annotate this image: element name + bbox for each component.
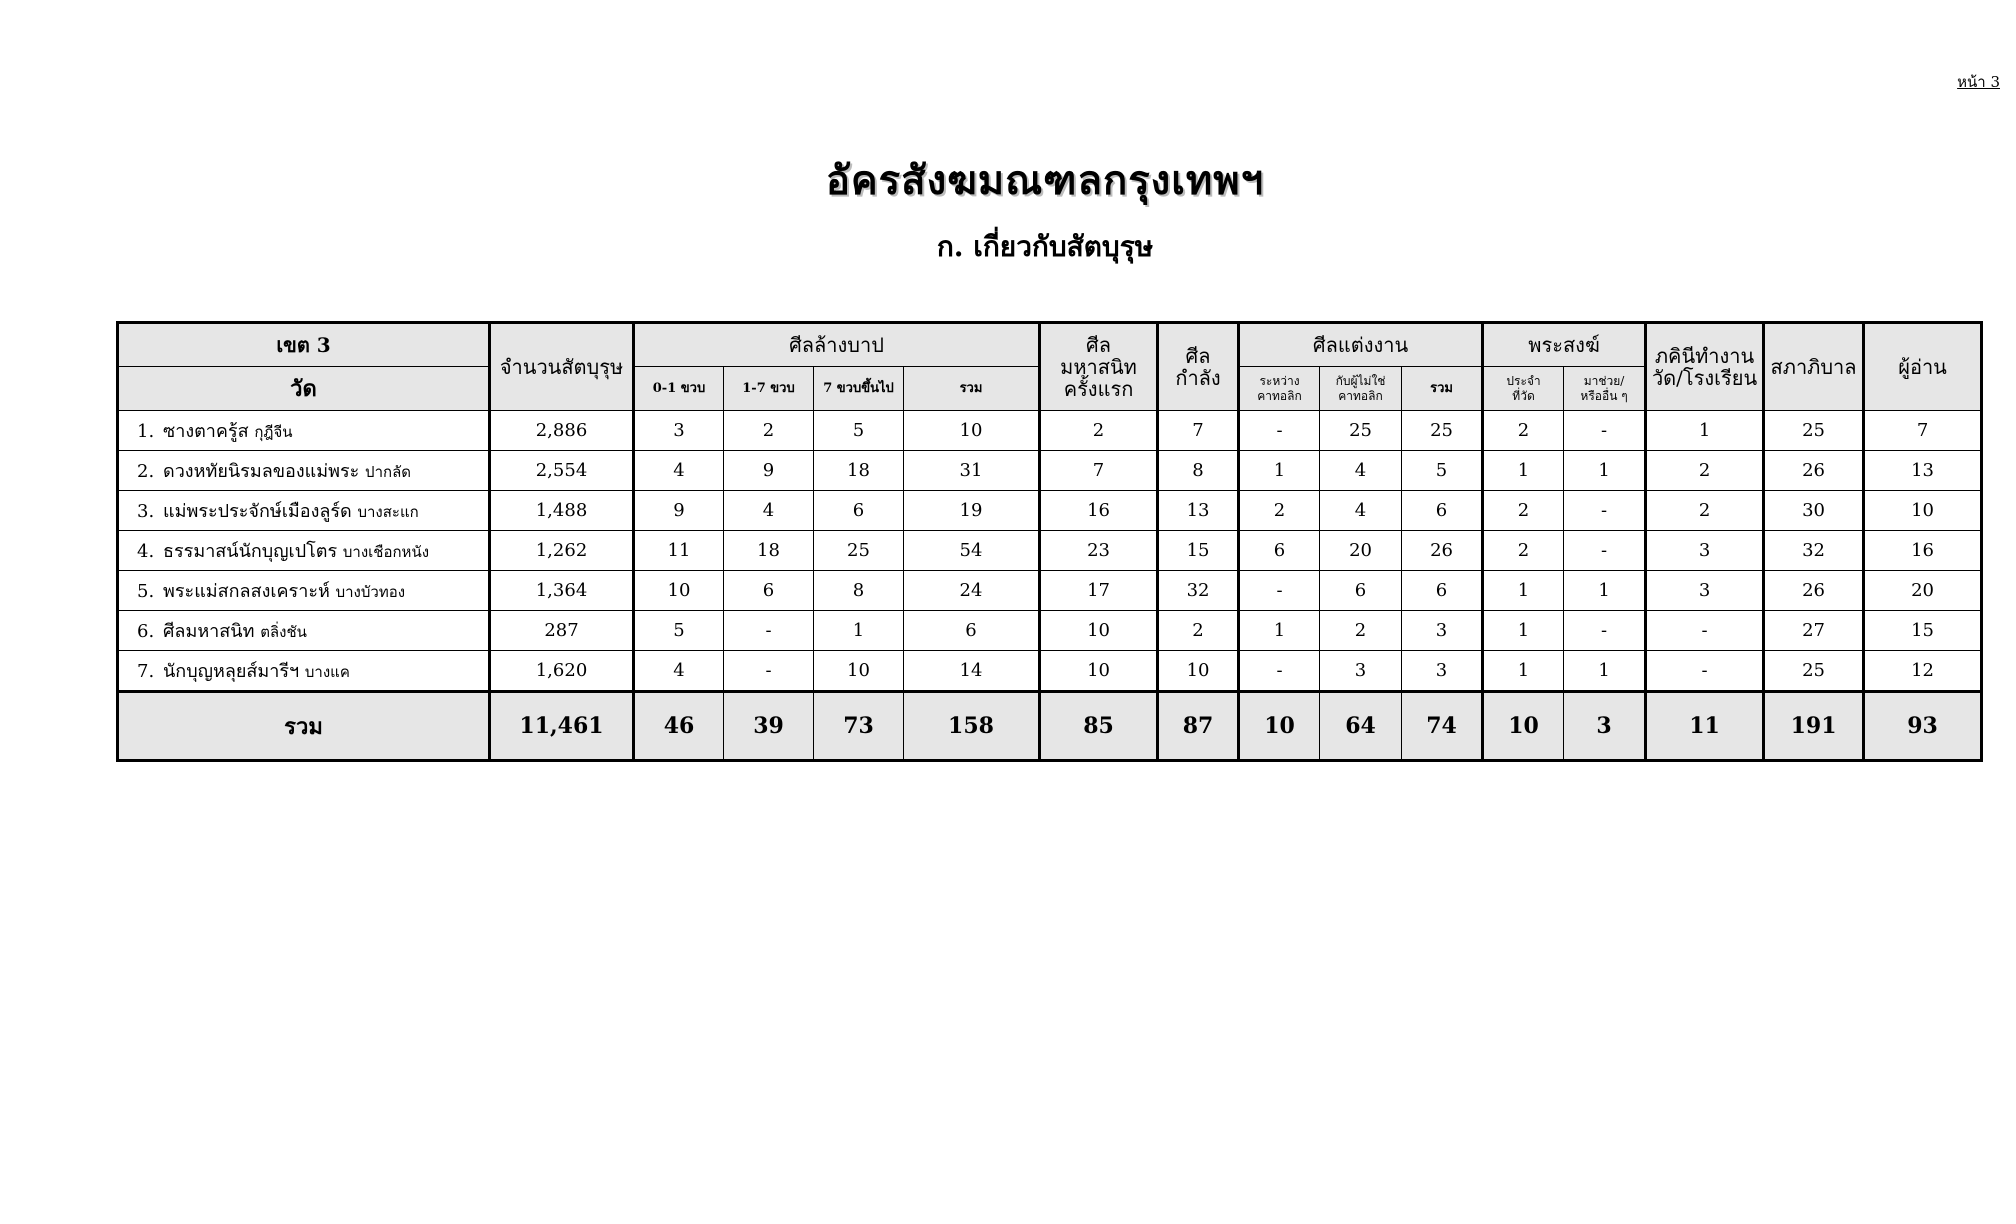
table-cell: 8: [814, 571, 904, 611]
row-number: 1.: [137, 421, 155, 442]
total-cell: 74: [1402, 692, 1483, 761]
parish-location: กุฎีจีน: [254, 423, 293, 441]
readers-header: ผู้อ่าน: [1864, 323, 1982, 411]
table-row: [118, 531, 1982, 571]
table-cell: 1: [1239, 611, 1320, 651]
table-cell: 5: [1402, 451, 1483, 491]
table-cell: 10: [904, 411, 1040, 451]
parish-name: ซางตาครู้ส: [163, 421, 249, 442]
table-cell: 9: [634, 491, 724, 531]
table-cell: 2: [1483, 491, 1564, 531]
table-cell: 1: [1564, 571, 1646, 611]
parish-name-cell: [118, 411, 490, 451]
table-cell: 1: [1483, 611, 1564, 651]
baptism-total-header: รวม: [904, 367, 1040, 411]
table-cell: 6: [1239, 531, 1320, 571]
table-cell: 2: [1483, 411, 1564, 451]
table-cell: 6: [1402, 491, 1483, 531]
total-cell: 85: [1040, 692, 1158, 761]
table-cell: 30: [1764, 491, 1864, 531]
statistics-table: [116, 321, 1983, 762]
priests-header: พระสงฆ์: [1483, 323, 1646, 367]
table-cell: 1,262: [490, 531, 634, 571]
table-cell: 1: [1483, 651, 1564, 692]
table-cell: 10: [634, 571, 724, 611]
table-cell: -: [1239, 651, 1320, 692]
parish-name-cell: [118, 611, 490, 651]
parish-name: ศีลมหาสนิท: [163, 621, 255, 642]
confirmation-header: ศีล กำลัง: [1158, 323, 1239, 411]
table-cell: 19: [904, 491, 1040, 531]
page-subtitle: ก. เกี่ยวกับสัตบุรุษ: [936, 230, 1154, 263]
row-number: 5.: [137, 581, 155, 602]
table-cell: 2,886: [490, 411, 634, 451]
table-cell: 24: [904, 571, 1040, 611]
table-cell: 14: [904, 651, 1040, 692]
table-cell: 4: [1320, 451, 1402, 491]
table-cell: 7: [1864, 411, 1982, 451]
parish-location: บางบัวทอง: [335, 583, 406, 601]
parish-location: บางแค: [304, 663, 350, 681]
table-cell: 287: [490, 611, 634, 651]
table-row: [118, 571, 1982, 611]
total-cell: 87: [1158, 692, 1239, 761]
table-cell: 4: [724, 491, 814, 531]
table-cell: 1: [1483, 451, 1564, 491]
sisters-header: ภคินีทำงาน วัด/โรงเรียน: [1646, 323, 1764, 411]
total-cell: 10: [1483, 692, 1564, 761]
table-cell: -: [1239, 571, 1320, 611]
table-cell: -: [724, 611, 814, 651]
total-cell: 93: [1864, 692, 1982, 761]
table-cell: 3: [1402, 611, 1483, 651]
table-cell: 10: [1040, 651, 1158, 692]
table-cell: 10: [1158, 651, 1239, 692]
table-cell: 7: [1040, 451, 1158, 491]
row-number: 4.: [137, 541, 155, 562]
table-cell: 8: [1158, 451, 1239, 491]
first-communion-header: ศีล มหาสนิท ครั้งแรก: [1040, 323, 1158, 411]
table-row: [118, 451, 1982, 491]
table-cell: 2: [1483, 531, 1564, 571]
total-cell: 11: [1646, 692, 1764, 761]
table-cell: 25: [1764, 411, 1864, 451]
table-cell: 7: [1158, 411, 1239, 451]
table-cell: -: [1564, 611, 1646, 651]
baptism-7-up-header: 7 ขวบขึ้นไป: [814, 367, 904, 411]
table-cell: 32: [1158, 571, 1239, 611]
total-cell: 158: [904, 692, 1040, 761]
table-cell: 12: [1864, 651, 1982, 692]
row-number: 6.: [137, 621, 155, 642]
table-row: [118, 651, 1982, 692]
table-cell: -: [1564, 531, 1646, 571]
table-cell: 1: [1483, 571, 1564, 611]
table-cell: 2: [1040, 411, 1158, 451]
parish-location: บางสะแก: [357, 503, 419, 521]
table-cell: 3: [1402, 651, 1483, 692]
parish-name-cell: [118, 571, 490, 611]
table-cell: 26: [1764, 451, 1864, 491]
table-cell: -: [1564, 491, 1646, 531]
marriage-total-header: รวม: [1402, 367, 1483, 411]
marriage-mixed-header: กับผู้ไม่ใช่ คาทอลิก: [1320, 367, 1402, 411]
table-cell: 3: [634, 411, 724, 451]
table-cell: 2: [1320, 611, 1402, 651]
total-row: [118, 692, 1982, 761]
table-cell: 2: [1646, 451, 1764, 491]
table-cell: 20: [1320, 531, 1402, 571]
parish-name: ดวงหทัยนิรมลของแม่พระ: [163, 461, 360, 482]
table-cell: 15: [1158, 531, 1239, 571]
baptism-1-7-header: 1-7 ขวบ: [724, 367, 814, 411]
table-cell: 6: [904, 611, 1040, 651]
table-cell: 18: [814, 451, 904, 491]
table-cell: -: [1646, 651, 1764, 692]
table-cell: 5: [814, 411, 904, 451]
table-cell: 1: [1239, 451, 1320, 491]
parish-location: บางเชือกหนัง: [342, 543, 430, 561]
total-cell: 191: [1764, 692, 1864, 761]
table-cell: 54: [904, 531, 1040, 571]
parish-name: แม่พระประจักษ์เมืองลูร์ด: [163, 501, 352, 522]
row-number: 2.: [137, 461, 155, 482]
faithful-count-header: จำนวนสัตบุรุษ: [490, 323, 634, 411]
table-cell: 1: [1564, 451, 1646, 491]
parish-name-cell: [118, 651, 490, 692]
marriage-catholic-header: ระหว่าง คาทอลิก: [1239, 367, 1320, 411]
table-cell: 5: [634, 611, 724, 651]
table-cell: 3: [1646, 531, 1764, 571]
table-cell: 1,620: [490, 651, 634, 692]
table-cell: 23: [1040, 531, 1158, 571]
table-cell: 25: [1320, 411, 1402, 451]
table-cell: 25: [1402, 411, 1483, 451]
table-cell: 10: [814, 651, 904, 692]
baptism-header: ศีลล้างบาป: [634, 323, 1040, 367]
parish-name: ธรรมาสน์นักบุญเปโตร: [163, 541, 338, 562]
table-cell: 10: [1864, 491, 1982, 531]
row-number: 3.: [137, 501, 155, 522]
table-cell: 6: [724, 571, 814, 611]
table-cell: 1,488: [490, 491, 634, 531]
total-cell: 10: [1239, 692, 1320, 761]
priests-resident-header: ประจำ ที่วัด: [1483, 367, 1564, 411]
table-cell: 15: [1864, 611, 1982, 651]
table-cell: 26: [1764, 571, 1864, 611]
total-cell: 73: [814, 692, 904, 761]
table-cell: 31: [904, 451, 1040, 491]
table-cell: 1: [1646, 411, 1764, 451]
priests-helper-header: มาช่วย/ หรืออื่น ๆ: [1564, 367, 1646, 411]
parish-header: วัด: [118, 367, 490, 411]
table-cell: 20: [1864, 571, 1982, 611]
parish-name: พระแม่สกลสงเคราะห์: [163, 581, 330, 602]
district-header: เขต 3: [118, 323, 490, 367]
table-cell: 26: [1402, 531, 1483, 571]
total-cell: 46: [634, 692, 724, 761]
total-cell: 39: [724, 692, 814, 761]
table-cell: 2,554: [490, 451, 634, 491]
page-title: อัครสังฆมณฑลกรุงเทพฯ: [825, 157, 1265, 204]
baptism-0-1-header: 0-1 ขวบ: [634, 367, 724, 411]
table-cell: 1: [1564, 651, 1646, 692]
table-cell: 6: [1402, 571, 1483, 611]
table-cell: -: [724, 651, 814, 692]
table-cell: 4: [634, 451, 724, 491]
table-cell: 13: [1158, 491, 1239, 531]
table-cell: 13: [1864, 451, 1982, 491]
table-cell: -: [1239, 411, 1320, 451]
table-cell: 10: [1040, 611, 1158, 651]
table-row: [118, 611, 1982, 651]
parish-name-cell: [118, 451, 490, 491]
table-cell: 6: [814, 491, 904, 531]
table-cell: 17: [1040, 571, 1158, 611]
table-cell: 4: [1320, 491, 1402, 531]
table-cell: -: [1564, 411, 1646, 451]
parish-location: ปากลัด: [365, 463, 412, 481]
council-header: สภาภิบาล: [1764, 323, 1864, 411]
parish-name-cell: [118, 491, 490, 531]
marriage-header: ศีลแต่งงาน: [1239, 323, 1483, 367]
total-cell: 3: [1564, 692, 1646, 761]
table-cell: 1: [814, 611, 904, 651]
parish-name: นักบุญหลุยส์มารีฯ: [163, 661, 300, 682]
table-cell: 9: [724, 451, 814, 491]
table-cell: 25: [1764, 651, 1864, 692]
table-cell: 18: [724, 531, 814, 571]
table-cell: 3: [1320, 651, 1402, 692]
table-cell: 2: [724, 411, 814, 451]
table-cell: 2: [1158, 611, 1239, 651]
total-faithful: 11,461: [490, 692, 634, 761]
total-label: รวม: [118, 692, 490, 761]
table-cell: 6: [1320, 571, 1402, 611]
table-cell: 27: [1764, 611, 1864, 651]
table-row: [118, 491, 1982, 531]
table-cell: 25: [814, 531, 904, 571]
table-cell: 2: [1646, 491, 1764, 531]
page-number: หน้า 3: [1957, 73, 2000, 91]
row-number: 7.: [137, 661, 155, 682]
table-cell: 32: [1764, 531, 1864, 571]
table-cell: 11: [634, 531, 724, 571]
table-cell: 16: [1040, 491, 1158, 531]
parish-location: ตลิ่งชัน: [260, 623, 307, 641]
table-cell: 1,364: [490, 571, 634, 611]
table-cell: 4: [634, 651, 724, 692]
total-cell: 64: [1320, 692, 1402, 761]
table-cell: 16: [1864, 531, 1982, 571]
table-cell: -: [1646, 611, 1764, 651]
table-cell: 3: [1646, 571, 1764, 611]
parish-name-cell: [118, 531, 490, 571]
table-cell: 2: [1239, 491, 1320, 531]
table-row: [118, 411, 1982, 451]
